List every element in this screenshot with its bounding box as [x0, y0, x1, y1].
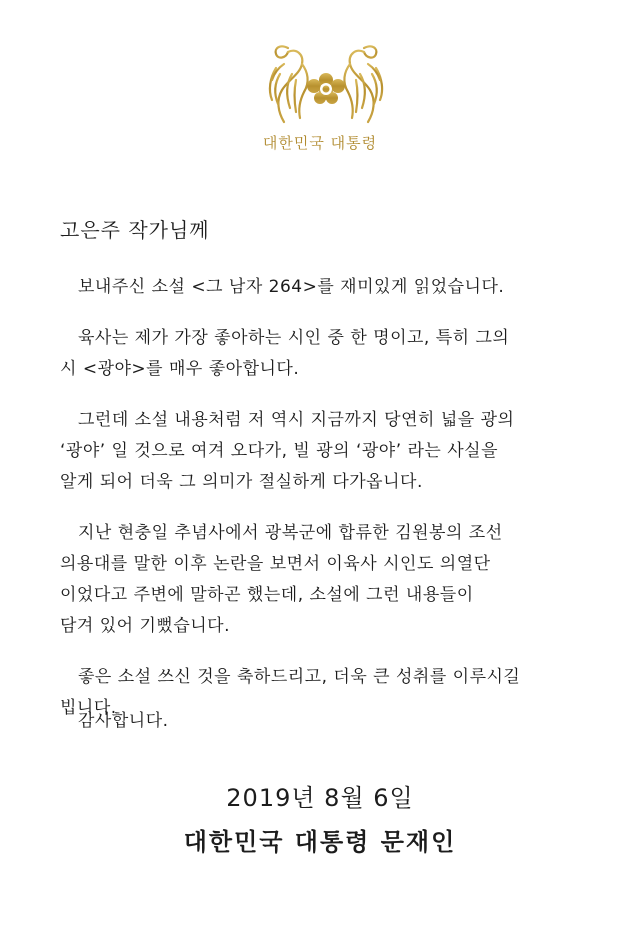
salutation: 고은주 작가님께 — [60, 218, 210, 242]
presidential-emblem-icon — [258, 34, 394, 130]
paragraph-line: 육사는 제가 가장 좋아하는 시인 중 한 명이고, 특히 그의 — [78, 328, 510, 348]
paragraph-line: 의용대를 말한 이후 논란을 보면서 이육사 시인도 의열단 — [60, 554, 491, 574]
paragraph-line: 보내주신 소설 <그 남자 264>를 재미있게 읽었습니다. — [78, 277, 505, 297]
paragraph-line: 빕니다. — [60, 698, 117, 718]
letter-date: 2019년 8월 6일 — [226, 784, 414, 812]
paragraph — [60, 405, 580, 498]
paragraph-line: 지난 현충일 추념사에서 광복군에 합류한 김원봉의 조선 — [78, 523, 503, 543]
paragraph-line: 그런데 소설 내용처럼 저 역시 지금까지 당연히 넓을 광의 — [78, 410, 515, 430]
paragraph — [60, 272, 580, 303]
signature: 대한민국 대통령 문재인 — [183, 828, 457, 856]
paragraph-line: 좋은 소설 쓰신 것을 축하드리고, 더욱 큰 성취를 이루시길 — [78, 667, 521, 687]
paragraph-line: 이었다고 주변에 말하곤 했는데, 소설에 그런 내용들이 — [60, 585, 474, 605]
paragraph-line: ‘광야’ 일 것으로 여겨 오다가, 빌 광의 ‘광야’ 라는 사실을 — [60, 441, 499, 461]
paragraph — [60, 323, 580, 385]
letter-body — [60, 272, 580, 744]
paragraph — [60, 518, 580, 642]
office-name: 대한민국 대통령 — [262, 134, 378, 152]
paragraph-line: 알게 되어 더욱 그 의미가 절실하게 다가옵니다. — [60, 472, 423, 492]
closing: 감사합니다. — [78, 711, 169, 731]
paragraph-line: 담겨 있어 기뻤습니다. — [60, 616, 231, 636]
paragraph-line: 시 <광야>를 매우 좋아합니다. — [60, 359, 300, 379]
